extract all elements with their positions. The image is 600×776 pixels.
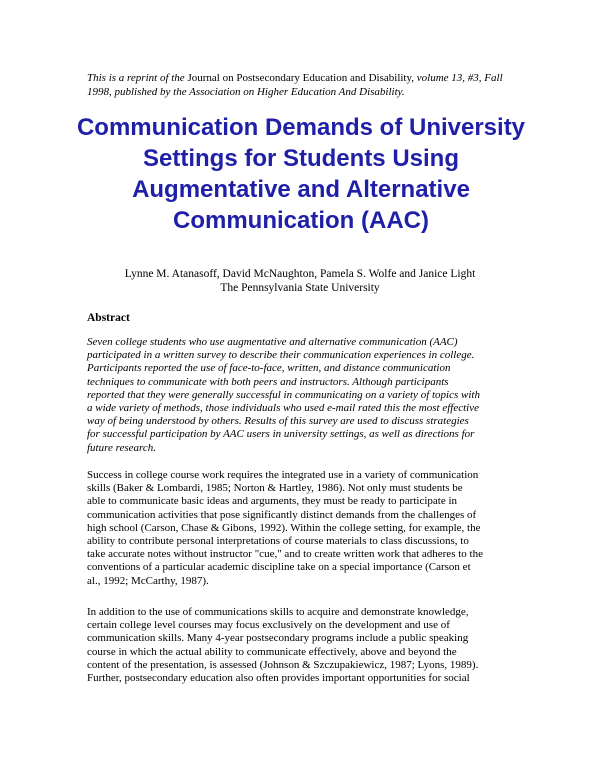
reprint-details: volume 13, #3, Fall 1998, published by the Association on Higher Education And Disability. xyxy=(87,72,503,98)
journal-name: Journal on Postsecondary Education and Disability, xyxy=(187,72,415,84)
paragraph-line: In addition to the use of communications skills to acquire and demonstrate knowledge, xyxy=(87,606,469,618)
paragraph-line: Success in college course work requires the integrated use in a variety of communication xyxy=(87,469,479,481)
abstract-heading: Abstract xyxy=(87,312,130,324)
paragraph-line: communication skills. Many 4-year postsecondary programs include a public speaking xyxy=(87,632,469,645)
paragraph-line: communication activities that pose significantly distinct demands from the challenges of xyxy=(87,508,477,521)
paragraph-line: ability to contribute personal interpretations of course materials to class discussions, to xyxy=(87,535,469,548)
author-affiliation: The Pennsylvania State University xyxy=(220,282,380,294)
paragraph-line: certain college level courses may focus exclusively on the development and use of xyxy=(87,619,450,632)
abstract-line: a wide variety of methods, those individuals who used e-mail rated this the most effective xyxy=(87,402,479,415)
abstract-line: way of being understood by others. Results of this survey are used to discuss strategies xyxy=(87,415,469,428)
abstract-line: Participants reported the use of face-to-face, written, and distance communication xyxy=(87,362,451,375)
paragraph-line: Further, postsecondary education also often provides important opportunities for social xyxy=(87,672,470,685)
abstract-line: future research. xyxy=(87,441,157,454)
paragraph-line: skills (Baker & Lombardi, 1985; Norton & Hartley, 1986). Not only must students be xyxy=(87,482,463,495)
author-block xyxy=(60,267,540,295)
paragraph-line: content of the presentation, is assessed (Johnson & Szczupakiewicz, 1987; Lyons, 1989). xyxy=(87,658,479,671)
reprint-notice xyxy=(87,71,517,99)
paragraph-line: course in which the actual ability to communicate effectively, above and beyond the xyxy=(87,645,457,658)
paragraph-line: able to communicate basic ideas and arguments, they must be ready to participate in xyxy=(87,495,458,508)
abstract-line: for successful participation by AAC users in university settings, as well as directions for xyxy=(87,428,475,441)
body-paragraph-2 xyxy=(87,606,519,685)
abstract-line: participated in a written survey to describe their communication experiences in college. xyxy=(87,349,475,362)
abstract-line: Seven college students who use augmentative and alternative communication (AAC) xyxy=(87,336,458,348)
abstract-line: techniques to communicate with both peers and instructors. Although participants xyxy=(87,375,449,388)
abstract-text xyxy=(87,336,515,455)
paragraph-line: al., 1992; McCarthy, 1987). xyxy=(87,574,209,587)
paragraph-line: high school (Carson, Chase & Gibons, 1992). Within the college setting, for example, the xyxy=(87,521,481,534)
reprint-intro: This is a reprint of the xyxy=(87,72,185,84)
author-names: Lynne M. Atanasoff, David McNaughton, Pamela S. Wolfe and Janice Light xyxy=(124,268,476,280)
paragraph-line: conventions of a particular academic discipline take on a special importance (Carson et xyxy=(87,561,471,574)
paragraph-line: take accurate notes without instructor "cue," and to create written work that adheres to the xyxy=(87,548,483,561)
paper-title: Communication Demands of University Settings for Students Using Augmentative and Alternative Communication (AAC) xyxy=(76,114,526,234)
body-paragraph-1 xyxy=(87,469,519,588)
abstract-line: reported that they were generally successful in communicating on a variety of topics with xyxy=(87,388,480,401)
